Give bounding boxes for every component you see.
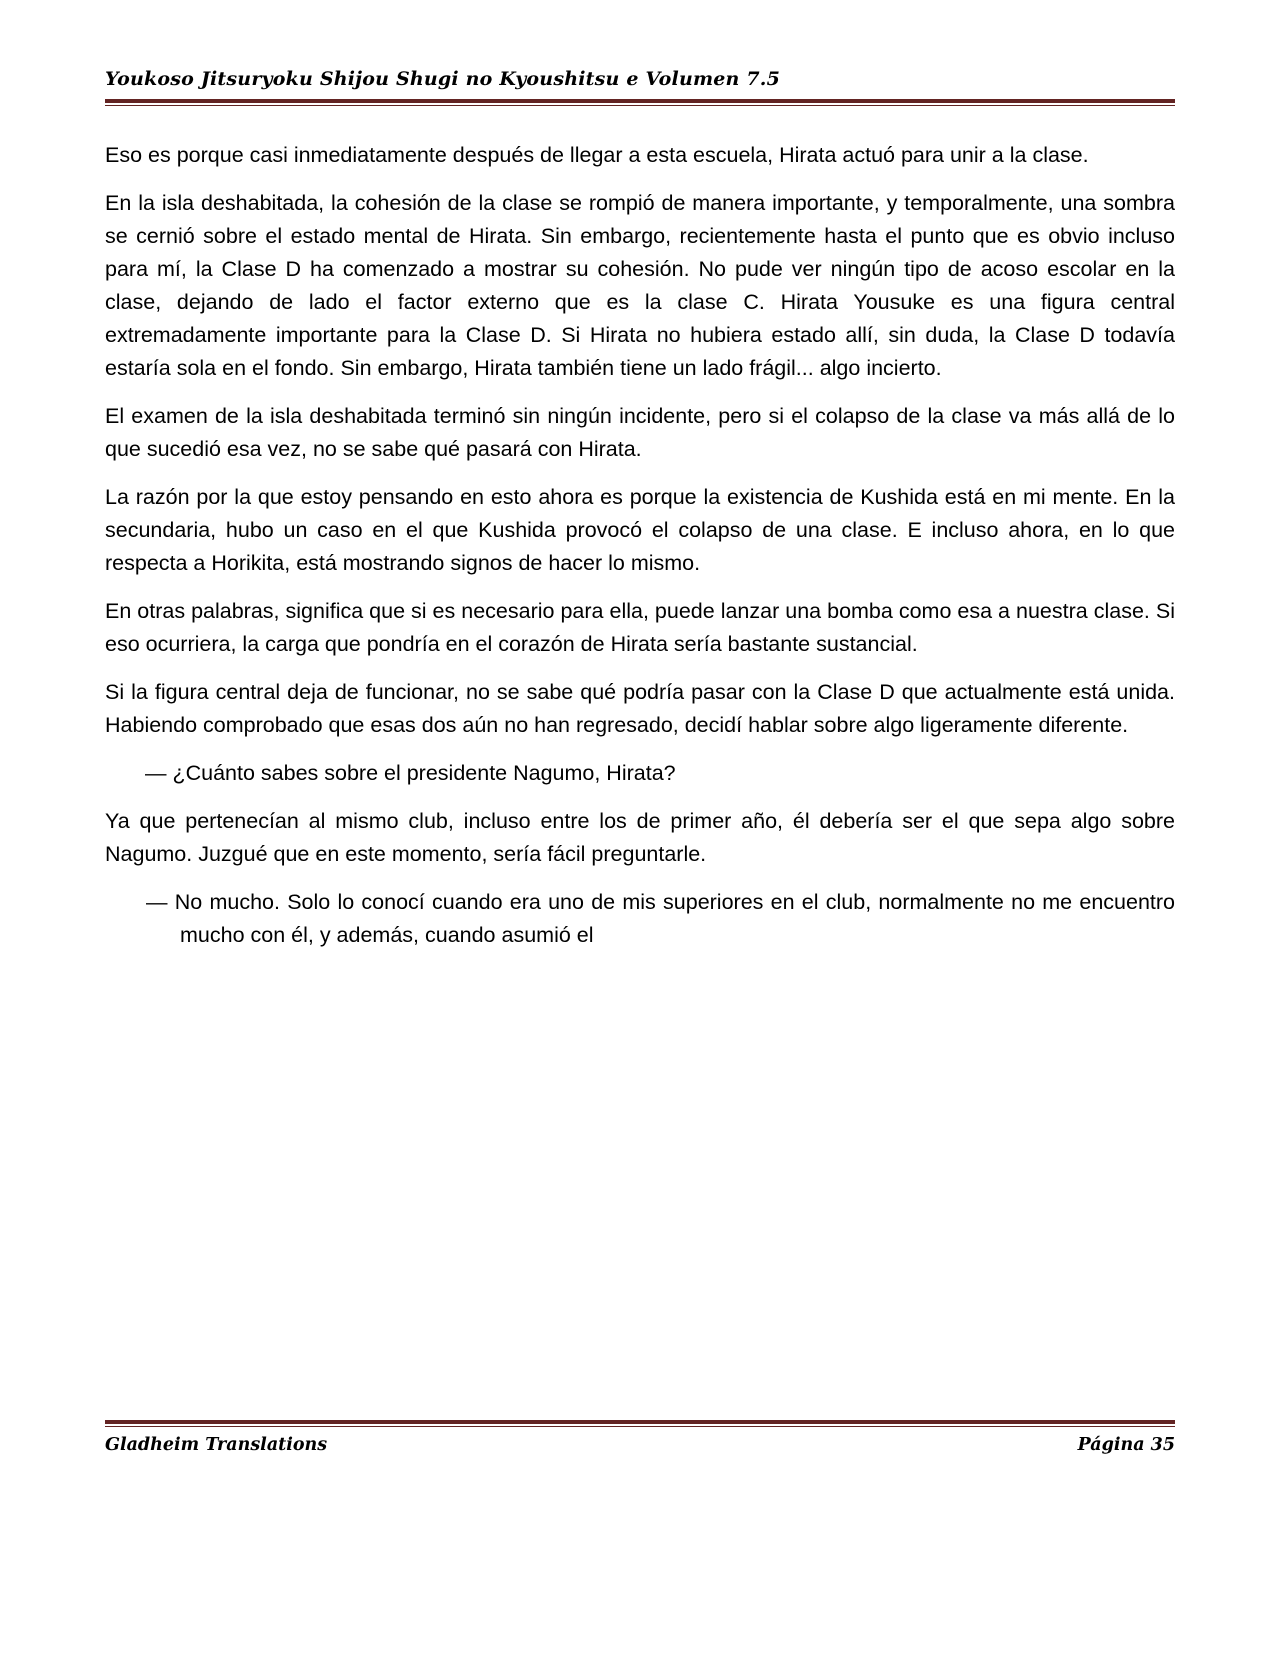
paragraph: En la isla deshabitada, la cohesión de la clase se rompió de manera importante, y temporalmente, una sombra se cernió sobre el estado mental de Hirata. Sin embargo, recientemente hasta el punto que es obvio incluso para mí, la Clase D ha comenzado a mostrar su cohesión. No pude ver ningún tipo de acoso escolar en la clase, dejando de lado el factor externo que es la clase C. Hirata Yousuke es una figura central extremadamente importante para la Clase D. Si Hirata no hubiera estado allí, sin duda, la Clase D todavía estaría sola en el fondo. Sin embargo, Hirata también tiene un lado frágil... algo incierto. (105, 191, 1175, 380)
paragraph: En otras palabras, significa que si es necesario para ella, puede lanzar una bomba como esa a nuestra clase. Si eso ocurriera, la carga que pondría en el corazón de Hirata sería bastante sustancial. (105, 599, 1175, 656)
page-footer (105, 1420, 1175, 1455)
document-body (105, 139, 1175, 952)
footer-divider (105, 1420, 1175, 1427)
paragraph: La razón por la que estoy pensando en esto ahora es porque la existencia de Kushida está en mi mente. En la secundaria, hubo un caso en el que Kushida provocó el colapso de una clase. E incluso ahora, en lo que respecta a Horikita, está mostrando signos de hacer lo mismo. (105, 485, 1175, 575)
paragraph: El examen de la isla deshabitada terminó sin ningún incidente, pero si el colapso de la clase va más allá de lo que sucedió esa vez, no se sabe qué pasará con Hirata. (105, 404, 1175, 461)
page-header-title: Youkoso Jitsuryoku Shijou Shugi no Kyoushitsu e Volumen 7.5 (105, 68, 781, 90)
dialogue-paragraph: — ¿Cuánto sabes sobre el presidente Nagumo, Hirata? (145, 761, 676, 785)
footer-translator: Gladheim Translations (105, 1435, 328, 1455)
footer-row (105, 1435, 1175, 1455)
paragraph: Eso es porque casi inmediatamente después de llegar a esta escuela, Hirata actuó para unir a la clase. (105, 143, 1089, 167)
paragraph: Si la figura central deja de funcionar, no se sabe qué podría pasar con la Clase D que actualmente está unida. Habiendo comprobado que esas dos aún no han regresado, decidí hablar sobre algo ligeramente diferente. (105, 680, 1175, 737)
page-content (105, 0, 1175, 967)
footer-page-number: Página 35 (1077, 1435, 1175, 1455)
header-divider (105, 99, 1175, 106)
paragraph: Ya que pertenecían al mismo club, incluso entre los de primer año, él debería ser el que sepa algo sobre Nagumo. Juzgué que en este momento, sería fácil preguntarle. (105, 809, 1175, 866)
dialogue-paragraph: — No mucho. Solo lo conocí cuando era uno de mis superiores en el club, normalmente no me encuentro mucho con él, y además, cuando asumió el (146, 890, 1175, 947)
